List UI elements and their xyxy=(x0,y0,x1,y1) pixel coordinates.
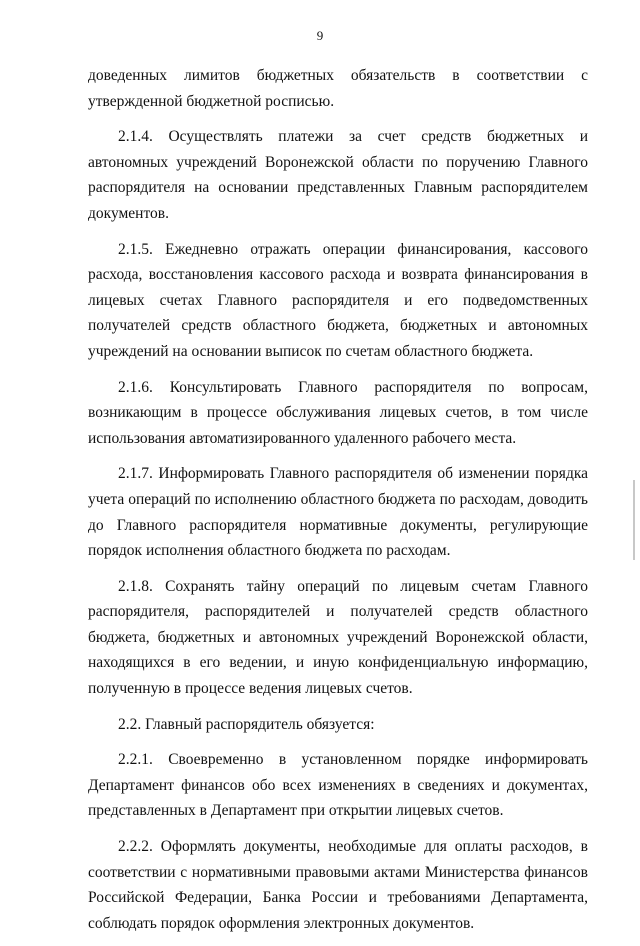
paragraph-2-1-8: 2.1.8. Сохранять тайну операций по лицевым счетам Главного распорядителя, распорядителей и получателей средств областного бюджета, бюджетных и автономных учреждений Воронежской области, находящихся в его ведении, и иную конфиденциальную информацию, полученную в процессе ведения лицевых счетов. xyxy=(88,577,588,698)
paragraph-2-2-heading: 2.2. Главный распорядитель обязуется: xyxy=(118,715,375,733)
paragraph-2-2-2: 2.2.2. Оформлять документы, необходимые для оплаты расходов, в соответствии с нормативными правовыми актами Министерства финансов Российской Федерации, Банка России и требованиями Департамента, соблюдать порядок оформления электронных документов. xyxy=(88,838,588,932)
paragraph-2-1-7: 2.1.7. Информировать Главного распорядителя об изменении порядка учета операций по исполнению областного бюджета по расходам, доводить до Главного распорядителя нормативные документы, регулирующие порядок исполнения областного бюджета по расходам. xyxy=(88,465,588,560)
document-body xyxy=(88,63,588,946)
paragraph-2-2-1: 2.2.1. Своевременно в установленном порядке информировать Департамент финансов обо всех изменениях в сведениях и документах, представленных в Департамент при открытии лицевых счетов. xyxy=(88,751,588,820)
paragraph-2-1-6: 2.1.6. Консультировать Главного распорядителя по вопросам, возникающим в процессе обслуживания лицевых счетов, в том числе использования автоматизированного удаленного рабочего места. xyxy=(88,378,588,447)
scan-edge-mark xyxy=(633,480,635,560)
paragraph-continuation: доведенных лимитов бюджетных обязательств в соответствии с утвержденной бюджетной росписью. xyxy=(88,67,588,110)
page-number: 9 xyxy=(316,28,324,43)
paragraph-2-1-5: 2.1.5. Ежедневно отражать операции финансирования, кассового расхода, восстановления кассового расхода и возврата финансирования в лицевых счетах Главного распорядителя и его подведомственных получателей средств областного бюджета, бюджетных и автономных учреждений на основании выписок по счетам областного бюджета. xyxy=(88,240,588,360)
paragraph-2-1-4: 2.1.4. Осуществлять платежи за счет средств бюджетных и автономных учреждений Воронежской области по поручению Главного распорядителя на основании представленных Главным распорядителем документов. xyxy=(88,128,588,222)
